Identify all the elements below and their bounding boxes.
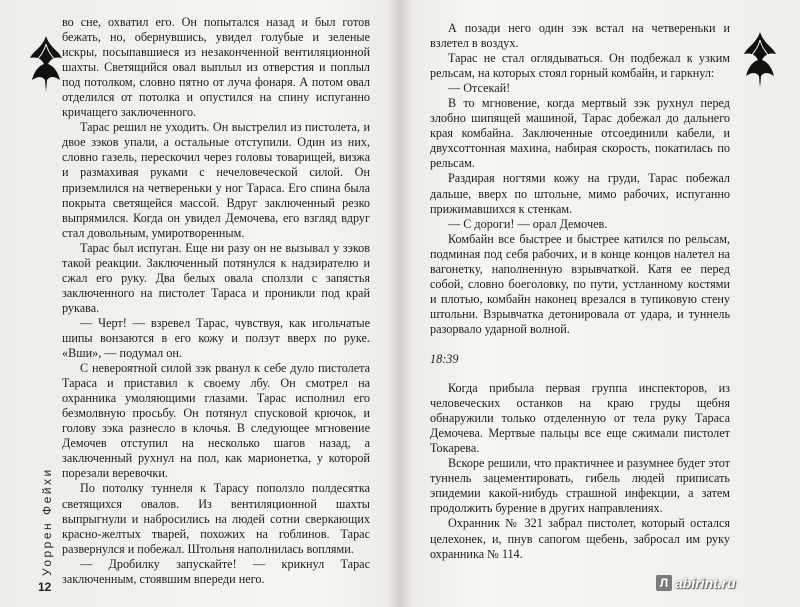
- running-head-author: Уоррен Фейхи: [40, 467, 54, 576]
- paragraph: Тарас решил не уходить. Он выстрелил из пистолета, и двое зэков упали, а остальные отступили. Один из них, словно газель, перескочил через головы товарищей, визжа и размахивая руками с нечеловеческой силой. Он приземлился на четвереньки у ног Тараса. Его спина была покрыта светящейся массой. Вдруг заключенный резко выпрямился. Когда он увидел Демочева, его взгляд вдруг стал довольным, умиротворенным.: [62, 120, 370, 240]
- page-number: 12: [38, 580, 52, 594]
- gothic-flourish-icon: [742, 30, 778, 90]
- paragraph: Охранник № 321 забрал пистолет, который остался целехонек, и, пнув сапогом щебень, забросал им руку охранника № 114.: [430, 516, 730, 561]
- paragraph: Тарас был испуган. Еще ни разу он не вызывал у зэков такой реакции. Заключенный потянулся к надзирателю и сжал его руку. Два белых овала сползли с запястья заключенного на пистолет Тараса и проникли под край рукава.: [62, 240, 370, 315]
- watermark-logo: [656, 575, 736, 591]
- paragraph: А позади него один зэк встал на четвереньки и взлетел в воздух.: [430, 21, 730, 51]
- paragraph: Раздирая ногтями кожу на груди, Тарас побежал дальше, вверх по штольне, мимо рабочих, испуганно прижимавшихся к стенкам.: [430, 171, 730, 216]
- paragraph: Тарас не стал оглядываться. Он подбежал к узким рельсам, на которых стоял горный комбайн, и гаркнул:: [430, 51, 730, 81]
- paragraph: С невероятной силой зэк рванул к себе дуло пистолета Тараса и приставил к своему лбу. Он смотрел на охранника умоляющими глазами. Тарас исполнил его безмолвную просьбу. Он потянул спусковой крючок, и голову зэка разнесло в клочья. В следующее мгновение Демочев отступил на несколько шагов назад, а заключенный рухнул на пол, как марионетка, у которой порезали веревочки.: [62, 361, 370, 481]
- gothic-flourish-icon: [28, 34, 64, 94]
- paragraph: — Черт! — взревел Тарас, чувствуя, как игольчатые шипы вонзаются в его кожу и ползут вверх по руке. «Вши», — подумал он.: [62, 315, 370, 361]
- left-page-text: [62, 15, 370, 587]
- paragraph: В то мгновение, когда мертвый зэк рухнул перед злобно шипящей машиной, Тарас добежал до дальнего края комбайна. Заключенные отсоединили кабели, и двухсоттонная махина, набирая скорость, покатилась по рельсам.: [430, 96, 730, 171]
- paragraph: во сне, охватил его. Он попытался назад и был готов бежать, но, обернувшись, увидел голубые и зеленые искры, посыпавшиеся из незаконченной вентиляционной шахты. Светящийся овал выплыл из отверстия и поплыл под потолком, словно пятно от луча фонаря. А потом овал отделился от потолка и опустился на спину испуганно кричащего заключенного.: [62, 15, 370, 120]
- paragraph: — Дробилку запускайте! — крикнул Тарас заключенным, стоявшим впереди него.: [62, 556, 370, 586]
- paragraph: — С дороги! — орал Демочев.: [448, 216, 608, 231]
- watermark-badge: Л: [656, 575, 672, 591]
- paragraph: По потолку туннеля к Тарасу поползло полдесятка светящихся овалов. Из вентиляционной шахты выпрыгнули и набросились на людей сотни сверкающих красно-желтых тварей, похожих на гоблинов. Тарас развернулся и побежал. Штольня наполнилась воплями.: [62, 481, 370, 556]
- paragraph: — Отсекай!: [448, 81, 511, 96]
- section-timestamp: 18:39: [430, 351, 459, 366]
- paragraph: Комбайн все быстрее и быстрее катился по рельсам, подминая под себя рабочих, и в конце концов налетел на вагонетку, наполненную взрывчаткой. Катя ее перед собой, словно боеголовку, по пути, устланному костями и плотью, комбайн наконец врезался в тупиковую стену штольни. Взрывчатка детонировала от удара, и туннель разорвало ударной волной.: [430, 231, 730, 336]
- paragraph: Когда прибыла первая группа инспекторов, из человеческих останков на краю груды щебня обнаружили только отделенную от тела руку Тараса Демочева. Мертвые пальцы все еще сжимали пистолет Токарева.: [430, 381, 730, 456]
- right-page-text: [430, 21, 730, 562]
- paragraph: Вскоре решили, что практичнее и разумнее будет этот туннель зацементировать, гибель людей приписать эпидемии какой-нибудь страшной инфекции, а затем продолжить бурение в других направлениях.: [430, 456, 730, 516]
- watermark-text: abirint.ru: [675, 575, 736, 591]
